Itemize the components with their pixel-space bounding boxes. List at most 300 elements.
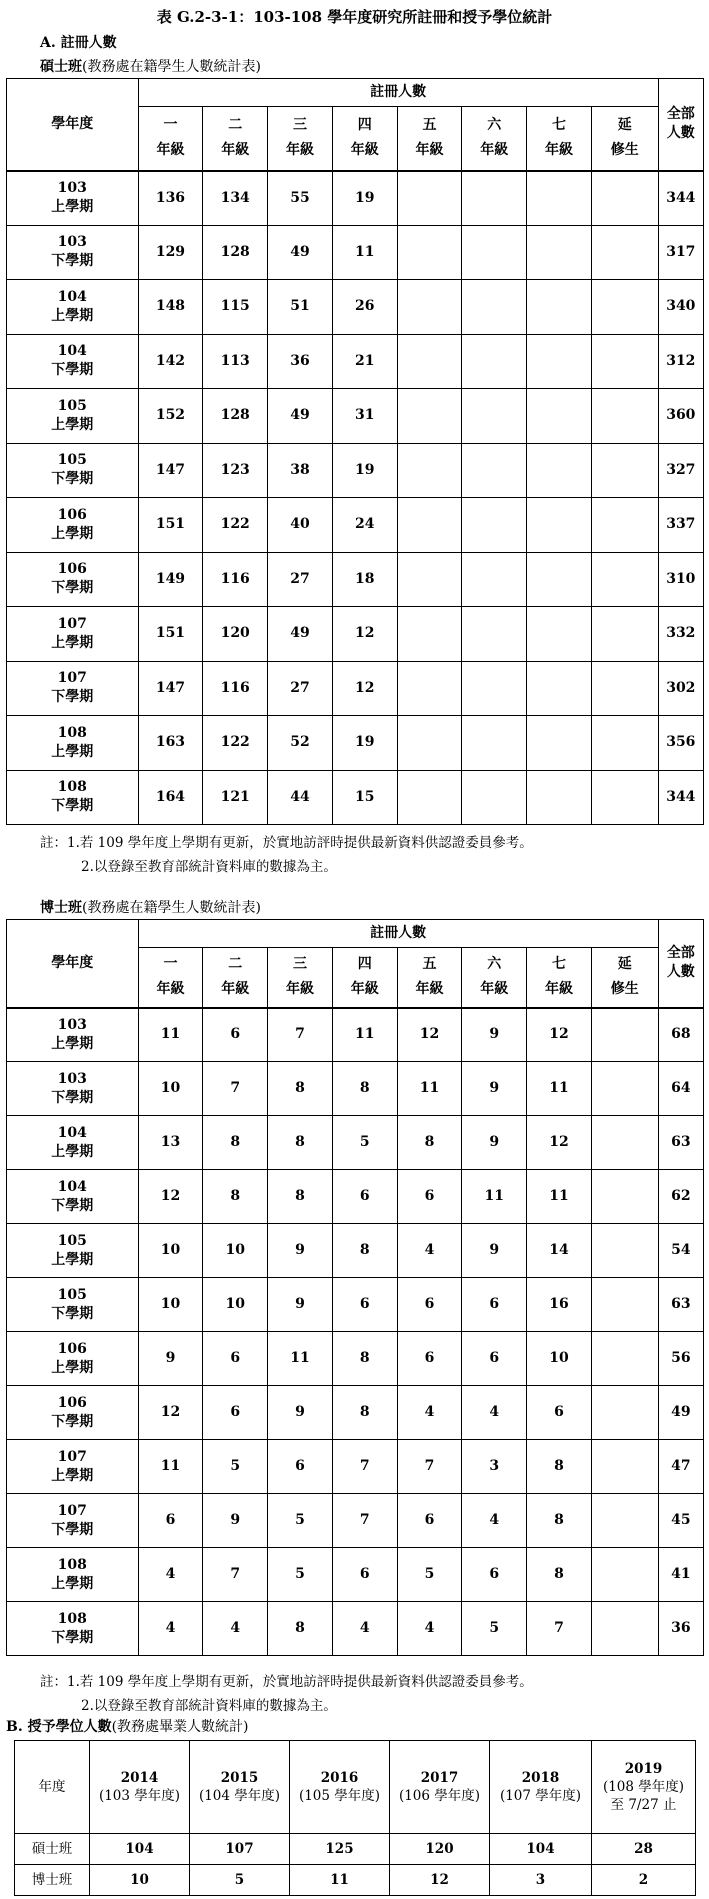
masters-cell-grade-7 [527,171,592,226]
masters-cell-grade-4: 15 [332,770,397,825]
masters-grade-header-unit: 年級 [221,142,250,159]
masters-cell-total: 332 [658,607,703,662]
doctoral-row-period [7,1278,139,1332]
doctoral-grade-header-4 [332,948,397,1008]
doctoral-cell-grade-4: 7 [332,1440,397,1494]
doctoral-cell-grade-5: 8 [397,1116,462,1170]
doctoral-cell-grade-5: 5 [397,1548,462,1602]
masters-cell-grade-2: 128 [203,389,268,444]
degrees-table [14,1740,696,1896]
doctoral-cell-grade-8 [591,1332,658,1386]
degree-col-year: 2018 [521,1769,560,1786]
masters-cell-grade-1: 142 [138,334,203,389]
doctoral-grade-header-3 [268,948,333,1008]
doctoral-cell-grade-2: 6 [203,1332,268,1386]
masters-cell-grade-6 [462,770,527,825]
doctoral-table-row [7,1386,704,1440]
doctoral-grade-header-num: 七 [551,956,566,973]
masters-cell-grade-6 [462,225,527,280]
masters-label: 碩士班 [40,59,82,75]
page-title: 表 G.2-3-1：103-108 學年度研究所註冊和授予學位統計 [156,8,553,26]
masters-grade-header-7 [527,107,592,171]
doctoral-cell-grade-5: 12 [397,1008,462,1062]
masters-row-term: 上學期 [51,634,94,651]
doctoral-row-term: 上學期 [51,1035,94,1052]
doctoral-cell-grade-7: 10 [527,1332,592,1386]
masters-row-term: 上學期 [51,743,94,760]
masters-cell-grade-2: 116 [203,552,268,607]
doctoral-row-year: 105 [57,1232,87,1249]
doctoral-cell-grade-5: 4 [397,1386,462,1440]
doctoral-cell-grade-3: 8 [268,1062,333,1116]
doctoral-cell-grade-8 [591,1278,658,1332]
masters-cell-grade-3: 27 [268,552,333,607]
degree-col-header-2014 [90,1741,190,1834]
doctoral-row-year: 106 [57,1394,87,1411]
degree-year-header: 年度 [15,1741,90,1834]
degree-col-year: 2014 [120,1769,159,1786]
masters-row-term: 下學期 [51,253,94,270]
masters-cell-grade-7 [527,280,592,335]
doctoral-cell-grade-6: 6 [462,1332,527,1386]
masters-row-period [7,171,139,226]
doctoral-row-period [7,1602,139,1656]
doctoral-cell-grade-6: 3 [462,1440,527,1494]
masters-cell-total: 344 [658,171,703,226]
doctoral-cell-grade-3: 7 [268,1008,333,1062]
masters-cell-grade-1: 147 [138,443,203,498]
masters-table-row [7,661,704,716]
doctoral-cell-grade-7: 7 [527,1602,592,1656]
masters-cell-grade-8 [591,443,658,498]
doctoral-cell-grade-3: 8 [268,1602,333,1656]
masters-grade-header-8 [591,107,658,171]
doctoral-cell-grade-2: 4 [203,1602,268,1656]
degree-col-academic-year: (108 學年度) [602,1778,685,1795]
masters-grade-header-num: 六 [487,117,502,134]
masters-total-header-line1: 全部 [666,106,695,123]
masters-cell-grade-5 [397,716,462,771]
masters-cell-grade-6 [462,716,527,771]
masters-cell-grade-7 [527,225,592,280]
doctoral-table-row [7,1224,704,1278]
doctoral-cell-grade-3: 11 [268,1332,333,1386]
doctoral-row-period [7,1170,139,1224]
doctoral-row-period [7,1224,139,1278]
masters-cell-grade-2: 115 [203,280,268,335]
doctoral-cell-grade-2: 6 [203,1386,268,1440]
masters-table-row [7,607,704,662]
doctoral-cell-total: 36 [658,1602,703,1656]
masters-row-year: 108 [57,779,87,796]
masters-cell-grade-7 [527,334,592,389]
doctoral-cell-grade-1: 12 [138,1386,203,1440]
masters-cell-grade-3: 55 [268,171,333,226]
masters-table-row [7,552,704,607]
masters-grade-header-3 [268,107,333,171]
masters-row-period [7,280,139,335]
doctoral-cell-grade-2: 5 [203,1440,268,1494]
doctoral-cell-grade-4: 6 [332,1170,397,1224]
doctoral-cell-grade-8 [591,1386,658,1440]
masters-cell-grade-5 [397,334,462,389]
masters-cell-grade-1: 147 [138,661,203,716]
masters-cell-grade-6 [462,498,527,553]
degree-col-header-2017 [390,1741,490,1834]
masters-cell-grade-1: 151 [138,498,203,553]
doctoral-cell-grade-7: 11 [527,1062,592,1116]
masters-cell-grade-4: 12 [332,607,397,662]
masters-cell-grade-8 [591,552,658,607]
degree-cell-value: 3 [490,1865,592,1896]
masters-cell-grade-6 [462,443,527,498]
masters-grade-header-unit: 年級 [415,142,444,159]
doctoral-table-row [7,1602,704,1656]
doctoral-cell-grade-8 [591,1116,658,1170]
doctoral-cell-grade-5: 4 [397,1224,462,1278]
doctoral-row-period [7,1116,139,1170]
section-b-caption [6,1716,249,1736]
doctoral-cell-grade-5: 7 [397,1440,462,1494]
doctoral-cell-grade-3: 9 [268,1386,333,1440]
masters-cell-grade-5 [397,225,462,280]
doctoral-row-period [7,1008,139,1062]
doctoral-row-term: 上學期 [51,1143,94,1160]
masters-cell-grade-8 [591,171,658,226]
doctoral-grade-header-unit: 年級 [221,981,250,998]
doctoral-cell-grade-6: 11 [462,1170,527,1224]
masters-cell-grade-4: 19 [332,443,397,498]
masters-cell-grade-1: 129 [138,225,203,280]
doctoral-cell-grade-1: 13 [138,1116,203,1170]
degree-col-year: 2015 [220,1769,259,1786]
doctoral-grade-header-2 [203,948,268,1008]
masters-table-row [7,498,704,553]
doctoral-cell-grade-4: 5 [332,1116,397,1170]
masters-registered-header: 註冊人數 [138,79,658,107]
degree-cell-value: 11 [290,1865,390,1896]
degree-cell-value: 104 [90,1834,190,1865]
section-b-heading: B. 授予學位人數 [6,1719,112,1735]
masters-cell-grade-8 [591,334,658,389]
doctoral-cell-grade-3: 5 [268,1548,333,1602]
masters-cell-total: 312 [658,334,703,389]
masters-grade-header-num: 二 [228,117,243,134]
masters-cell-grade-4: 24 [332,498,397,553]
masters-cell-grade-5 [397,443,462,498]
doctoral-grade-header-unit: 年級 [156,981,185,998]
masters-caption [40,56,261,76]
doctoral-row-term: 上學期 [51,1467,94,1484]
masters-row-period [7,334,139,389]
masters-cell-grade-6 [462,661,527,716]
doctoral-note-1: 註：1.若 109 學年度上學期有更新，於實地訪評時提供最新資料供認證委員參考。 [40,1674,533,1690]
degree-cell-value: 5 [190,1865,290,1896]
masters-cell-grade-2: 122 [203,498,268,553]
masters-grade-header-num: 四 [357,117,372,134]
degree-col-year: 2016 [320,1769,359,1786]
masters-row-term: 上學期 [51,416,94,433]
masters-grade-header-unit: 年級 [480,142,509,159]
masters-row-term: 下學期 [51,471,94,488]
doctoral-total-header [658,920,703,1008]
doctoral-cell-grade-7: 12 [527,1008,592,1062]
doctoral-row-term: 下學期 [51,1089,94,1106]
masters-row-year: 104 [57,288,87,305]
doctoral-cell-grade-8 [591,1440,658,1494]
masters-grade-header-5 [397,107,462,171]
doctoral-cell-grade-1: 11 [138,1008,203,1062]
masters-row-year: 106 [57,561,87,578]
masters-note-1: 註：1.若 109 學年度上學期有更新，於實地訪評時提供最新資料供認證委員參考。 [40,835,533,851]
masters-table-row [7,225,704,280]
degree-col-extra: 至 7/27 止 [610,1797,677,1814]
doctoral-row-term: 下學期 [51,1305,94,1322]
doctoral-cell-grade-1: 10 [138,1278,203,1332]
doctoral-cell-total: 63 [658,1278,703,1332]
doctoral-grade-header-unit: 年級 [544,981,573,998]
masters-cell-grade-1: 163 [138,716,203,771]
masters-total-header-line2: 人數 [666,125,695,142]
doctoral-cell-grade-3: 9 [268,1224,333,1278]
doctoral-cell-grade-8 [591,1548,658,1602]
degree-cell-value: 2 [592,1865,696,1896]
masters-cell-grade-7 [527,770,592,825]
masters-cell-grade-8 [591,661,658,716]
masters-cell-total: 360 [658,389,703,444]
masters-row-year: 106 [57,506,87,523]
masters-cell-grade-3: 27 [268,661,333,716]
masters-row-year: 104 [57,343,87,360]
doctoral-cell-grade-2: 6 [203,1008,268,1062]
doctoral-cell-grade-7: 12 [527,1116,592,1170]
masters-cell-grade-6 [462,607,527,662]
masters-cell-grade-8 [591,280,658,335]
degree-cell-value: 28 [592,1834,696,1865]
doctoral-cell-grade-2: 7 [203,1548,268,1602]
masters-cell-grade-2: 122 [203,716,268,771]
doctoral-grade-header-unit: 修生 [610,981,639,998]
doctoral-source: (教務處在籍學生人數統計表) [82,900,261,916]
doctoral-row-term: 下學期 [51,1197,94,1214]
masters-cell-grade-3: 49 [268,607,333,662]
masters-grade-header-num: 三 [292,117,307,134]
masters-row-period [7,389,139,444]
degree-col-academic-year: (107 學年度) [499,1788,582,1804]
doctoral-cell-grade-5: 6 [397,1332,462,1386]
masters-cell-grade-5 [397,552,462,607]
doctoral-grade-header-5 [397,948,462,1008]
doctoral-row-year: 105 [57,1286,87,1303]
doctoral-registered-header: 註冊人數 [138,920,658,948]
doctoral-cell-grade-4: 8 [332,1386,397,1440]
doctoral-cell-grade-5: 4 [397,1602,462,1656]
doctoral-grade-header-num: 六 [487,956,502,973]
doctoral-cell-grade-1: 10 [138,1224,203,1278]
masters-table-row [7,716,704,771]
doctoral-cell-grade-4: 8 [332,1224,397,1278]
masters-cell-grade-2: 123 [203,443,268,498]
masters-grade-header-2 [203,107,268,171]
masters-row-period [7,498,139,553]
doctoral-cell-grade-8 [591,1170,658,1224]
degree-row-label: 博士班 [15,1865,90,1896]
doctoral-cell-grade-4: 11 [332,1008,397,1062]
doctoral-grade-header-7 [527,948,592,1008]
doctoral-cell-grade-5: 6 [397,1278,462,1332]
doctoral-grade-header-num: 四 [357,956,372,973]
masters-source: (教務處在籍學生人數統計表) [82,59,261,75]
doctoral-cell-total: 54 [658,1224,703,1278]
masters-cell-grade-2: 121 [203,770,268,825]
doctoral-cell-grade-2: 7 [203,1062,268,1116]
masters-cell-grade-7 [527,661,592,716]
section-a-heading: A. 註冊人數 [40,35,117,51]
masters-cell-grade-8 [591,498,658,553]
masters-cell-grade-8 [591,225,658,280]
masters-cell-grade-3: 51 [268,280,333,335]
doctoral-row-period [7,1386,139,1440]
doctoral-cell-grade-6: 9 [462,1116,527,1170]
masters-row-period [7,770,139,825]
masters-cell-total: 337 [658,498,703,553]
masters-grade-header-num: 延 [617,117,632,134]
degree-cell-value: 10 [90,1865,190,1896]
doctoral-cell-grade-4: 7 [332,1494,397,1548]
doctoral-cell-total: 63 [658,1116,703,1170]
masters-cell-grade-4: 31 [332,389,397,444]
degree-table-row [15,1834,696,1865]
masters-cell-total: 344 [658,770,703,825]
doctoral-cell-total: 49 [658,1386,703,1440]
doctoral-grade-header-num: 二 [228,956,243,973]
doctoral-row-term: 下學期 [51,1521,94,1538]
masters-cell-grade-1: 148 [138,280,203,335]
masters-cell-grade-4: 21 [332,334,397,389]
masters-grade-header-num: 五 [422,117,437,134]
masters-row-term: 下學期 [51,798,94,815]
doctoral-row-year: 107 [57,1502,87,1519]
masters-cell-grade-6 [462,334,527,389]
doctoral-cell-grade-1: 6 [138,1494,203,1548]
masters-grade-header-num: 七 [551,117,566,134]
doctoral-cell-grade-1: 12 [138,1170,203,1224]
masters-cell-grade-2: 116 [203,661,268,716]
doctoral-row-year: 108 [57,1556,87,1573]
doctoral-cell-grade-5: 6 [397,1494,462,1548]
doctoral-grade-header-unit: 年級 [415,981,444,998]
doctoral-cell-grade-2: 9 [203,1494,268,1548]
doctoral-row-year: 104 [57,1124,87,1141]
masters-cell-grade-6 [462,280,527,335]
doctoral-cell-grade-3: 8 [268,1170,333,1224]
masters-table-row [7,280,704,335]
doctoral-cell-grade-1: 4 [138,1602,203,1656]
doctoral-row-period [7,1440,139,1494]
masters-cell-grade-3: 36 [268,334,333,389]
doctoral-row-period [7,1494,139,1548]
degree-col-year: 2017 [420,1769,459,1786]
doctoral-row-term: 下學期 [51,1413,94,1430]
degree-cell-value: 120 [390,1834,490,1865]
masters-table-row [7,334,704,389]
masters-row-year: 105 [57,397,87,414]
masters-cell-grade-7 [527,607,592,662]
doctoral-table-row [7,1170,704,1224]
doctoral-cell-grade-8 [591,1602,658,1656]
doctoral-cell-total: 45 [658,1494,703,1548]
doctoral-cell-grade-7: 6 [527,1386,592,1440]
doctoral-table-row [7,1494,704,1548]
doctoral-cell-grade-4: 6 [332,1278,397,1332]
doctoral-table-row [7,1116,704,1170]
doctoral-cell-total: 41 [658,1548,703,1602]
masters-enrollment-table [6,78,704,825]
masters-table-row [7,171,704,226]
doctoral-table-row [7,1278,704,1332]
doctoral-row-term: 上學期 [51,1359,94,1376]
doctoral-row-term: 上學期 [51,1575,94,1592]
doctoral-cell-grade-6: 9 [462,1008,527,1062]
masters-row-period [7,661,139,716]
doctoral-cell-grade-6: 5 [462,1602,527,1656]
doctoral-cell-grade-7: 8 [527,1548,592,1602]
masters-row-year: 107 [57,670,87,687]
doctoral-row-term: 下學期 [51,1629,94,1646]
doctoral-cell-grade-6: 4 [462,1386,527,1440]
masters-cell-grade-2: 120 [203,607,268,662]
doctoral-table-row [7,1008,704,1062]
doctoral-cell-total: 62 [658,1170,703,1224]
masters-cell-grade-1: 164 [138,770,203,825]
doctoral-cell-grade-1: 4 [138,1548,203,1602]
masters-row-term: 上學期 [51,525,94,542]
masters-row-term: 上學期 [51,307,94,324]
doctoral-cell-total: 64 [658,1062,703,1116]
degree-cell-value: 125 [290,1834,390,1865]
degree-row-label: 碩士班 [15,1834,90,1865]
doctoral-cell-grade-8 [591,1062,658,1116]
section-b-source: (教務處畢業人數統計) [111,1719,249,1735]
doctoral-cell-grade-2: 8 [203,1170,268,1224]
doctoral-row-period [7,1332,139,1386]
masters-cell-grade-7 [527,498,592,553]
doctoral-cell-total: 56 [658,1332,703,1386]
doctoral-row-year: 106 [57,1340,87,1357]
masters-cell-grade-2: 134 [203,171,268,226]
masters-cell-grade-6 [462,171,527,226]
degree-cell-value: 104 [490,1834,592,1865]
doctoral-cell-grade-7: 8 [527,1494,592,1548]
doctoral-cell-grade-7: 14 [527,1224,592,1278]
masters-cell-grade-3: 40 [268,498,333,553]
masters-grade-header-num: 一 [163,117,178,134]
masters-cell-grade-5 [397,280,462,335]
doctoral-table-row [7,1548,704,1602]
masters-cell-grade-7 [527,552,592,607]
doctoral-total-header-line1: 全部 [666,945,695,962]
masters-cell-grade-3: 52 [268,716,333,771]
masters-row-term: 上學期 [51,199,94,215]
doctoral-cell-grade-6: 4 [462,1494,527,1548]
degree-col-academic-year: (103 學年度) [98,1788,181,1804]
masters-cell-grade-1: 149 [138,552,203,607]
masters-cell-total: 327 [658,443,703,498]
masters-cell-grade-3: 49 [268,389,333,444]
doctoral-grade-header-1 [138,948,203,1008]
doctoral-cell-grade-8 [591,1008,658,1062]
masters-cell-grade-3: 49 [268,225,333,280]
